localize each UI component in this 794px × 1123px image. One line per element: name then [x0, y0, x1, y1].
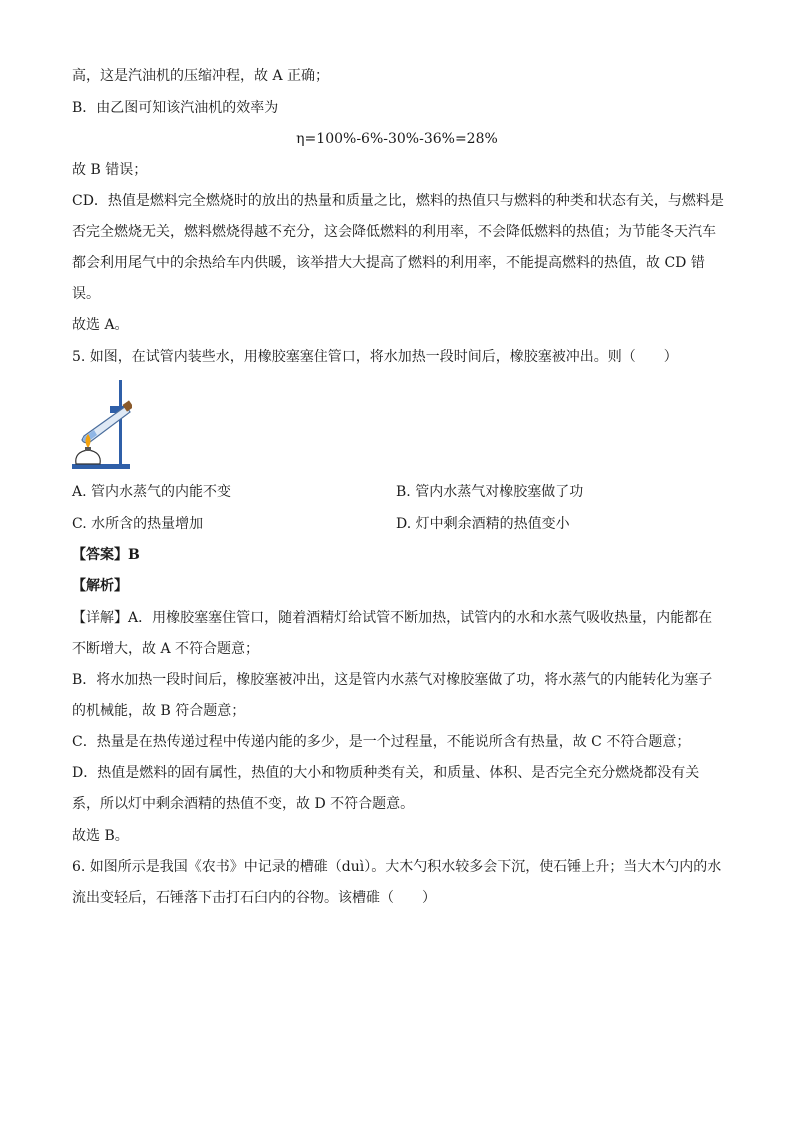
text-line: 高，这是汽油机的压缩冲程，故 A 正确；: [72, 68, 330, 84]
question-5-stem: 5. 如图，在试管内装些水，用橡胶塞塞住管口，将水加热一段时间后，橡胶塞被冲出。则（ ）: [72, 349, 678, 365]
analysis-line: D．热值是燃料的固有属性，热值的大小和物质种类有关，和质量、体积、是否完全充分燃烧都没有关: [72, 765, 700, 781]
text-line: CD．热值是燃料完全燃烧时的放出的热量和质量之比，燃料的热值只与燃料的种类和状态有关，与燃料是: [72, 193, 724, 209]
analysis-title: 【解析】: [72, 578, 128, 594]
analysis-line: B．将水加热一段时间后，橡胶塞被冲出，这是管内水蒸气对橡胶塞做了功，将水蒸气的内能转化为塞子: [72, 672, 713, 688]
efficiency-formula: η=100%-6%-30%-36%=28%: [296, 131, 498, 147]
option-d: D. 灯中剩余酒精的热值变小: [396, 516, 570, 532]
test-tube-heating-figure: [70, 378, 132, 470]
analysis-line: C．热量是在热传递过程中传递内能的多少，是一个过程量，不能说所含有热量，故 C 不符合题意；: [72, 734, 691, 750]
text-line: 都会利用尾气中的余热给车内供暖，该举措大大提高了燃料的利用率，不能提高燃料的热值，故 CD 错: [72, 255, 705, 271]
analysis-line: 【详解】A．用橡胶塞塞住管口，随着酒精灯给试管不断加热，试管内的水和水蒸气吸收热量，内能都在: [72, 610, 713, 626]
option-a: A. 管内水蒸气的内能不变: [72, 484, 232, 500]
alcohol-lamp: [76, 450, 101, 464]
analysis-line: 不断增大，故 A 不符合题意；: [72, 641, 260, 657]
analysis-line: 的机械能，故 B 符合题意；: [72, 703, 246, 719]
text-line: 故选 A。: [72, 317, 129, 333]
lamp-wick-holder: [85, 447, 91, 451]
text-line: 误。: [72, 286, 100, 302]
text-line: 否完全燃烧无关，燃料燃烧得越不充分，这会降低燃料的利用率，不会降低燃料的热值；为节能冬天汽车: [72, 224, 716, 240]
option-c: C. 水所含的热量增加: [72, 516, 204, 532]
stand-rod: [119, 380, 122, 466]
option-b: B. 管内水蒸气对橡胶塞做了功: [396, 484, 584, 500]
analysis-line: 故选 B。: [72, 828, 129, 844]
analysis-line: 系，所以灯中剩余酒精的热值不变，故 D 不符合题意。: [72, 796, 415, 812]
question-6-stem: 流出变轻后，石锤落下击打石臼内的谷物。该槽碓（ ）: [72, 890, 436, 906]
answer-label: 【答案】B: [72, 547, 140, 563]
text-line: 故 B 错误；: [72, 162, 148, 178]
text-line: B．由乙图可知该汽油机的效率为: [72, 100, 279, 116]
question-6-stem: 6. 如图所示是我国《农书》中记录的槽碓（duì）。大木勺积水较多会下沉，使石锤上升；当大木勺内的水: [72, 859, 722, 875]
